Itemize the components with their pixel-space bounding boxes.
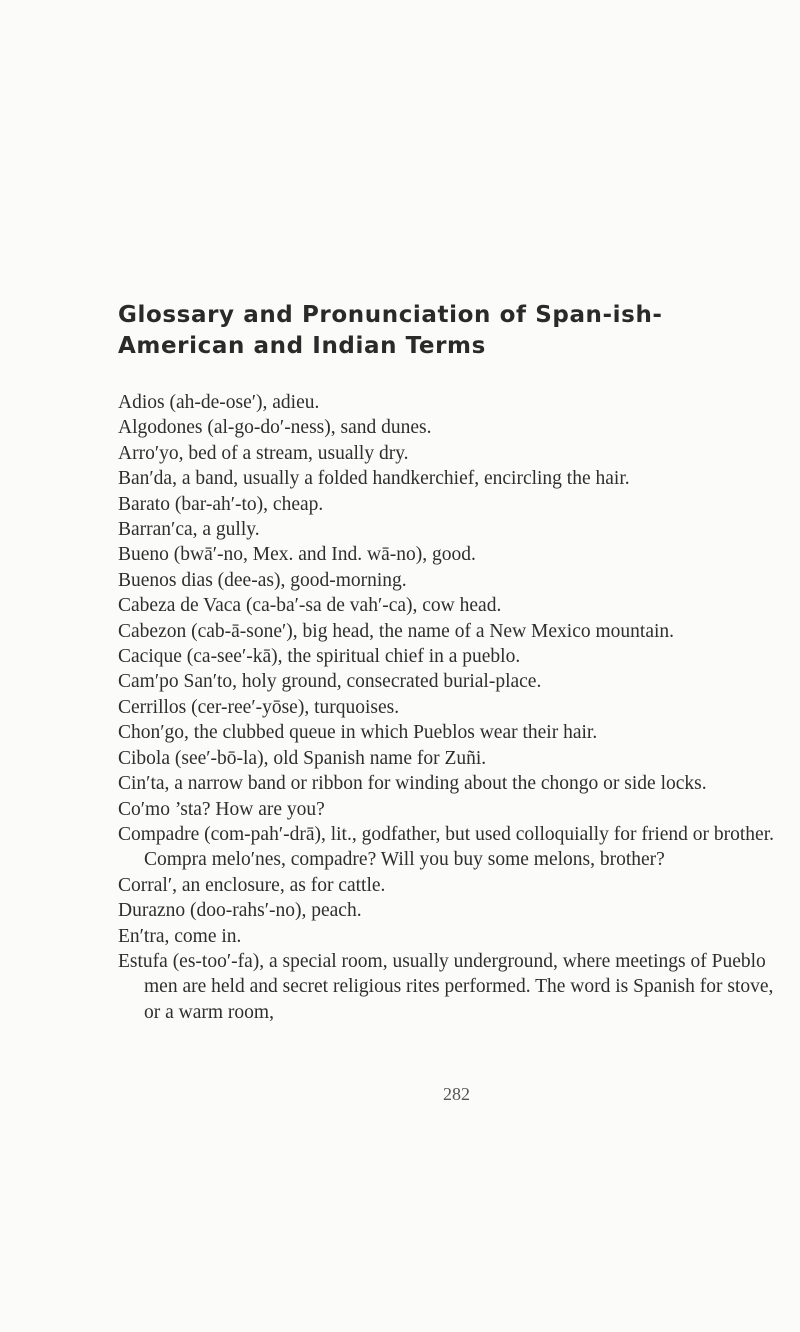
glossary-entry: Adios (ah-de-ose′), adieu. [118, 392, 320, 413]
glossary-entry: Barato (bar-ah′-to), cheap. [118, 493, 324, 515]
glossary-entry: En′tra, come in. [118, 925, 242, 947]
glossary-entry: Buenos dias (dee-as), good-morning. [118, 569, 407, 591]
glossary-entries [118, 390, 778, 1025]
glossary-title: Glossary and Pronunciation of Span-ish-American and Indian Terms [118, 302, 663, 359]
glossary-entry: Cam′po San′to, holy ground, consecrated burial-place. [118, 671, 542, 693]
glossary-entry: Cabezon (cab-ā-sone′), big head, the name of a New Mexico mountain. [118, 620, 675, 642]
glossary-entry: Cerrillos (cer-ree′-yōse), turquoises. [118, 696, 400, 718]
glossary-entry: Cabeza de Vaca (ca-ba′-sa de vah′-ca), cow head. [118, 595, 502, 617]
glossary-entry: Corral′, an enclosure, as for cattle. [118, 874, 386, 896]
glossary-entry: Compadre (com-pah′-drā), lit., godfather, but used colloquially for friend or brother. Compra melo′nes, compadre? Will you buy some melons, brother? [118, 823, 774, 871]
glossary-entry: Ban′da, a band, usually a folded handkerchief, encircling the hair. [118, 468, 630, 490]
glossary-entry: Cin′ta, a narrow band or ribbon for winding about the chongo or side locks. [118, 773, 707, 795]
glossary-entry: Cacique (ca-see′-kā), the spiritual chief in a pueblo. [118, 646, 521, 668]
glossary-entry: Arro′yo, bed of a stream, usually dry. [118, 442, 409, 464]
glossary-entry: Co′mo ’sta? How are you? [118, 798, 325, 820]
glossary-entry: Cibola (see′-bō-la), old Spanish name for Zuñi. [118, 747, 487, 769]
glossary-entry: Estufa (es-too′-fa), a special room, usually underground, where meetings of Pueblo men are held and secret religious rites performed. The word is Spanish for stove, or a warm room, [118, 950, 774, 1023]
glossary-entry: Algodones (al-go-do′-ness), sand dunes. [118, 417, 432, 439]
glossary-entry: Barran′ca, a gully. [118, 519, 260, 541]
glossary-entry: Chon′go, the clubbed queue in which Pueblos wear their hair. [118, 722, 598, 744]
page-number: 282 [443, 1084, 470, 1104]
glossary-entry: Bueno (bwā′-no, Mex. and Ind. wā-no), good. [118, 544, 476, 566]
glossary-entry: Durazno (doo-rahs′-no), peach. [118, 900, 362, 922]
